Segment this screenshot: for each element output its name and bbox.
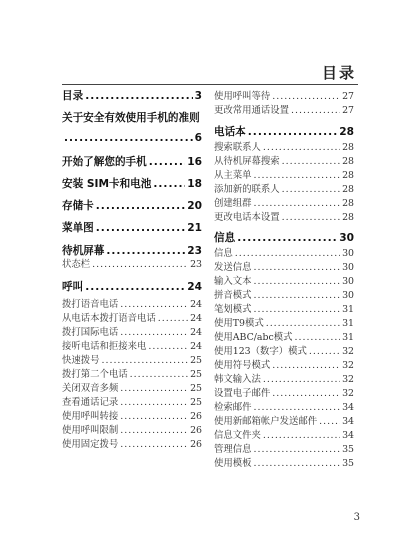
toc-leader-dots [263, 142, 340, 153]
toc-entry-title: 韩文输入法 [214, 374, 261, 385]
toc-entry [62, 88, 202, 103]
toc-entry [214, 455, 354, 469]
toc-entry-page: 21 [187, 222, 202, 234]
toc-entry [214, 259, 354, 273]
toc-entry-page: 28 [342, 198, 354, 209]
toc-leader-dots [102, 355, 189, 366]
toc-leader-dots [254, 458, 341, 469]
toc-entry-title: 检索邮件 [214, 402, 252, 413]
toc-entry [214, 315, 354, 329]
toc-entry-title: 从待机屏幕搜索 [214, 156, 280, 167]
toc-leader-dots [254, 304, 341, 315]
toc-entry [214, 209, 354, 223]
toc-entry [62, 154, 202, 169]
toc-entry-page: 28 [342, 156, 354, 167]
toc-entry-title: 添加新的联系人 [214, 184, 280, 195]
toc-leader-dots [96, 222, 185, 234]
toc-entry [214, 181, 354, 195]
toc-entry-page: 35 [342, 444, 354, 455]
page-number: 3 [353, 512, 360, 523]
toc-entry-title: 拨打语音电话 [62, 299, 119, 310]
toc-entry [214, 88, 354, 102]
toc-entry [214, 357, 354, 371]
toc-leader-dots [254, 402, 341, 413]
toc-entry [214, 427, 354, 441]
toc-entry-page: 28 [339, 126, 354, 138]
toc-entry-title: 从主菜单 [214, 170, 252, 181]
toc-entry-title: 使用呼叫等待 [214, 91, 271, 102]
title-divider [62, 84, 358, 85]
toc-entry [214, 245, 354, 259]
toc-entry-page: 27 [342, 91, 354, 102]
toc-entry-title: 更改常用通话设置 [214, 105, 290, 116]
toc-entry [62, 436, 202, 450]
toc-entry-title: 状态栏 [62, 259, 91, 270]
toc-entry-page: 32 [342, 388, 354, 399]
toc-entry [214, 371, 354, 385]
toc-entry [62, 198, 202, 213]
toc-leader-dots [120, 439, 188, 450]
toc-leader-dots [263, 430, 340, 441]
toc-entry [62, 352, 202, 366]
toc-entry-title: 使用123（数字）模式 [214, 346, 307, 357]
toc-leader-dots [237, 232, 337, 244]
toc-entry-page: 30 [342, 276, 354, 287]
toc-entry-title: 呼叫 [62, 281, 84, 293]
toc-entry-page: 28 [342, 184, 354, 195]
toc-entry-title: 创建组群 [214, 198, 252, 209]
toc-leader-dots [272, 91, 340, 102]
page-title: 目录 [321, 64, 356, 82]
toc-entry-title: 使用新邮箱帐户发送邮件 [214, 416, 318, 427]
toc-entry [62, 176, 202, 191]
toc-leader-dots [96, 200, 185, 212]
toc-entry [214, 413, 354, 427]
toc-entry-title: 使用ABC/abc模式 [214, 332, 293, 343]
toc-entry-page: 26 [190, 439, 202, 450]
toc-entry-page: 24 [190, 341, 202, 352]
toc-leader-dots [130, 369, 188, 380]
toc-entry-page: 34 [342, 402, 354, 413]
toc-leader-dots [291, 105, 340, 116]
toc-entry-page: 28 [342, 142, 354, 153]
toc-entry-title: 发送信息 [214, 262, 252, 273]
toc-entry-title: 安装 SIM卡和电池 [62, 178, 152, 190]
toc-entry [214, 195, 354, 209]
toc-leader-dots [120, 383, 188, 394]
toc-entry [62, 296, 202, 310]
toc-leader-dots [120, 425, 188, 436]
toc-entry-title: 关于安全有效使用手机的准则 [62, 112, 200, 124]
toc-entry [62, 310, 202, 324]
toc-entry-title: 从电话本拨打语音电话 [62, 313, 156, 324]
toc-leader-dots [235, 248, 340, 259]
toc-entry-page: 24 [190, 299, 202, 310]
toc-entry-page: 28 [342, 212, 354, 223]
toc-leader-dots [92, 259, 188, 270]
toc-entry-page: 6 [194, 132, 202, 144]
toc-leader-dots [148, 341, 188, 352]
toc-entry [214, 343, 354, 357]
toc-entry-title: 使用呼叫转接 [62, 411, 119, 422]
toc-entry [214, 230, 354, 245]
toc-entry-page: 31 [342, 318, 354, 329]
toc-entry [62, 256, 202, 270]
toc-entry-page: 3 [194, 90, 202, 102]
toc-entry [214, 385, 354, 399]
toc-entry-title: 查看通话记录 [62, 397, 119, 408]
toc-leader-dots [85, 281, 185, 293]
toc-entry-title: 待机屏幕 [62, 245, 105, 257]
toc-entry-title: 搜索联系人 [214, 142, 261, 153]
toc-leader-dots [282, 212, 340, 223]
toc-entry-page: 24 [190, 327, 202, 338]
toc-entry-page: 25 [190, 369, 202, 380]
toc-entry [214, 124, 354, 139]
toc-entry-page: 30 [339, 232, 354, 244]
toc-entry [214, 441, 354, 455]
toc-leader-dots [149, 156, 186, 168]
toc-entry [62, 422, 202, 436]
toc-entry-page: 23 [187, 245, 202, 257]
toc-entry [62, 132, 202, 144]
toc-leader-dots [282, 184, 340, 195]
toc-leader-dots [254, 170, 341, 181]
toc-entry [214, 329, 354, 343]
toc-entry-page: 24 [190, 313, 202, 324]
toc-leader-dots [295, 332, 341, 343]
toc-leader-dots [254, 276, 341, 287]
toc-entry-title: 信息文件夹 [214, 430, 261, 441]
toc-leader-dots [120, 299, 188, 310]
toc-entry-title: 使用模板 [214, 458, 252, 469]
toc-entry [62, 338, 202, 352]
toc-entry-title: 输入文本 [214, 276, 252, 287]
toc-leader-dots [85, 90, 192, 102]
toc-leader-dots [64, 132, 193, 144]
toc-leader-dots [319, 416, 340, 427]
toc-leader-dots [158, 313, 188, 324]
toc-entry-page: 31 [342, 304, 354, 315]
toc-entry-page: 32 [342, 374, 354, 385]
toc-entry [214, 273, 354, 287]
toc-entry-title: 接听电话和拒接来电 [62, 341, 147, 352]
toc-entry-page: 16 [187, 156, 202, 168]
toc-entry-title: 使用符号模式 [214, 360, 271, 371]
toc-entry-title: 关闭双音多频 [62, 383, 119, 394]
toc-entry-page: 32 [342, 360, 354, 371]
toc-leader-dots [309, 346, 340, 357]
toc-entry-title: 菜单图 [62, 222, 94, 234]
toc-entry [214, 287, 354, 301]
toc-entry-title: 管理信息 [214, 444, 252, 455]
toc-entry [214, 139, 354, 153]
toc-leader-dots [282, 156, 340, 167]
toc-entry [62, 110, 202, 125]
toc-entry-title: 信息 [214, 248, 233, 259]
toc-entry-title: 拼音模式 [214, 290, 252, 301]
toc-leader-dots [263, 374, 340, 385]
toc-entry-title: 目录 [62, 90, 84, 102]
toc-leader-dots [120, 327, 188, 338]
toc-entry-title: 使用固定拨号 [62, 439, 119, 450]
toc-entry-title: 笔划模式 [214, 304, 252, 315]
toc-entry-page: 34 [342, 416, 354, 427]
toc-entry-page: 32 [342, 346, 354, 357]
toc-leader-dots [254, 262, 341, 273]
toc-entry-page: 25 [190, 383, 202, 394]
toc-leader-dots [272, 388, 340, 399]
toc-entry [62, 408, 202, 422]
toc-entry [62, 380, 202, 394]
toc-entry-page: 25 [190, 397, 202, 408]
toc-entry-page: 20 [187, 200, 202, 212]
toc-leader-dots [120, 411, 188, 422]
toc-leader-dots [248, 126, 337, 138]
toc-entry [214, 102, 354, 116]
toc-entry-page: 35 [342, 458, 354, 469]
toc-entry-page: 18 [187, 178, 202, 190]
toc-entry-page: 30 [342, 248, 354, 259]
toc-entry-title: 开始了解您的手机 [62, 156, 147, 168]
toc-entry-title: 使用呼叫限制 [62, 425, 119, 436]
toc-entry [62, 366, 202, 380]
toc-leader-dots [120, 397, 188, 408]
toc-entry-page: 34 [342, 430, 354, 441]
toc-entry-page: 27 [342, 105, 354, 116]
toc-entry-page: 23 [190, 259, 202, 270]
toc-entry-title: 更改电话本设置 [214, 212, 280, 223]
toc-entry-page: 30 [342, 290, 354, 301]
toc-entry-page: 30 [342, 262, 354, 273]
toc-entry-page: 26 [190, 411, 202, 422]
toc-entry [214, 399, 354, 413]
toc-entry-page: 28 [342, 170, 354, 181]
toc-entry-title: 电话本 [214, 126, 246, 138]
toc-leader-dots [272, 360, 340, 371]
toc-entry-title: 拨打第二个电话 [62, 369, 128, 380]
toc-entry-title: 拨打国际电话 [62, 327, 119, 338]
toc-entry-page: 25 [190, 355, 202, 366]
toc-entry-title: 快速拨号 [62, 355, 100, 366]
toc-leader-dots [266, 318, 340, 329]
toc-leader-dots [254, 290, 341, 301]
toc-entry [62, 279, 202, 294]
toc-entry-page: 31 [342, 332, 354, 343]
toc-entry-title: 使用T9模式 [214, 318, 264, 329]
toc-entry [214, 153, 354, 167]
toc-leader-dots [254, 444, 341, 455]
toc-entry [62, 324, 202, 338]
toc-leader-dots [254, 198, 341, 209]
toc-entry-title: 设置电子邮件 [214, 388, 271, 399]
toc-entry [62, 220, 202, 235]
toc-entry [214, 167, 354, 181]
toc-entry [62, 394, 202, 408]
toc-entry-title: 存储卡 [62, 200, 94, 212]
toc-entry-page: 24 [187, 281, 202, 293]
toc-leader-dots [153, 178, 185, 190]
toc-entry-page: 26 [190, 425, 202, 436]
toc-entry [214, 301, 354, 315]
toc-entry-title: 信息 [214, 232, 236, 244]
